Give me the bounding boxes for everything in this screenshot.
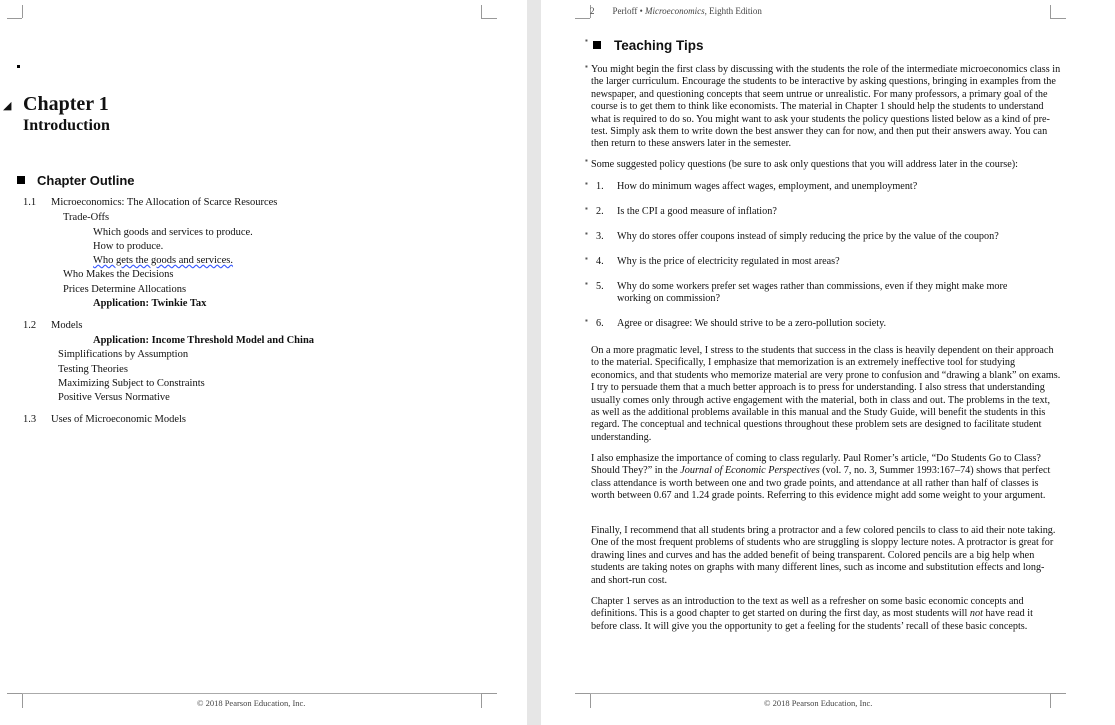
outline-item: Uses of Microeconomic Models bbox=[51, 414, 187, 425]
heading-bullet-icon bbox=[17, 176, 25, 184]
question-text: Why do stores offer coupons instead of simply reducing the price by the value of the coupon? bbox=[617, 231, 999, 242]
page-number: 2 bbox=[590, 6, 595, 16]
heading-bullet-icon bbox=[593, 41, 601, 49]
teaching-tips-heading-row bbox=[585, 38, 704, 53]
question-text: Why do some workers prefer set wages rather than commissions, even if they might make more working on commission? bbox=[617, 281, 1008, 305]
journal-title: Journal of Economic Perspectives bbox=[680, 465, 820, 477]
outline-heading: Chapter Outline bbox=[37, 173, 135, 188]
question-number: 3. bbox=[596, 231, 604, 242]
header-edition: Eighth Edition bbox=[709, 6, 762, 16]
paragraph-mark: ▪ bbox=[585, 179, 588, 188]
footer-rule bbox=[590, 693, 1050, 694]
footer-rule bbox=[22, 693, 481, 694]
question-text: How do minimum wages affect wages, employment, and unemployment? bbox=[617, 181, 918, 192]
outline-item: Which goods and services to produce. bbox=[93, 227, 253, 238]
final-text: have read it before class. It will give you the opportunity to get a feeling for the students’ recall of these basic concepts. bbox=[591, 608, 1033, 632]
outline-item: Trade-Offs bbox=[63, 212, 110, 223]
crop-mark bbox=[1050, 693, 1051, 708]
crop-mark bbox=[481, 693, 482, 708]
protractor-paragraph: Finally, I recommend that all students bring a protractor and a few colored pencils to class to aid their note taking. One of the most frequent problems of students who are struggling is sloppy lecture notes. A protractor is great for drawing lines and curves and has the added benefit of being transparent. Colored pencils are a big help when students are taking notes on graphs with many different lines, such as income and substitution effects and long- and short-run cost. bbox=[591, 525, 1056, 586]
paragraph-mark bbox=[17, 65, 20, 68]
question-number: 5. bbox=[596, 281, 604, 292]
crop-mark bbox=[481, 18, 497, 19]
paragraph-mark: ▪ bbox=[585, 229, 588, 238]
outline-item: Maximizing Subject to Constraints bbox=[58, 378, 205, 389]
outline-item: Models bbox=[51, 320, 83, 331]
footer-copyright: © 2018 Pearson Education, Inc. bbox=[764, 698, 873, 708]
paragraph-mark: ▪ bbox=[585, 156, 588, 165]
emphasis-not: not bbox=[969, 608, 983, 620]
questions-intro: Some suggested policy questions (be sure to ask only questions that you will address later in the course): bbox=[591, 159, 1018, 170]
question-number: 4. bbox=[596, 256, 604, 267]
paragraph-mark: ▪ bbox=[585, 279, 588, 288]
crop-mark bbox=[481, 693, 497, 694]
header-book: Microeconomics, bbox=[644, 6, 707, 16]
crop-mark bbox=[575, 18, 590, 19]
final-paragraph bbox=[591, 596, 1061, 633]
crop-mark bbox=[1050, 18, 1066, 19]
crop-mark bbox=[590, 693, 591, 708]
chapter-label: Chapter 1 bbox=[23, 93, 109, 115]
paragraph-mark: ▪ bbox=[585, 36, 588, 45]
outline-item: Who gets the goods and services. bbox=[93, 255, 233, 266]
outline-item: Microeconomics: The Allocation of Scarce Resources bbox=[51, 197, 278, 208]
outline-item: How to produce. bbox=[93, 241, 164, 252]
header-author: Perloff • bbox=[612, 6, 643, 16]
outline-item-application: Application: Twinkie Tax bbox=[93, 298, 207, 309]
outline-num: 1.1 bbox=[23, 197, 37, 208]
final-text: Chapter 1 serves as an introduction to the text as well as a refresher on some basic economic concepts and definitions. This is a good chapter to get started on during the first day, as most students will bbox=[591, 596, 1024, 620]
outline-item: Positive Versus Normative bbox=[58, 392, 170, 403]
paragraph-mark: ▪ bbox=[585, 316, 588, 325]
crop-mark bbox=[22, 5, 23, 18]
paragraph-mark: ▪ bbox=[585, 254, 588, 263]
attendance-paragraph bbox=[591, 453, 1061, 503]
outline-item: Prices Determine Allocations bbox=[63, 284, 187, 295]
outline-num: 1.2 bbox=[23, 320, 37, 331]
collapse-arrow-icon[interactable]: ◢ bbox=[3, 100, 12, 112]
attendance-text: I also emphasize the importance of coming to class regularly. Paul Romer’s article, “Do Students Go to Class? Should They?” in the bbox=[591, 453, 1041, 477]
paragraph-mark: ▪ bbox=[585, 62, 588, 71]
outline-heading-row bbox=[17, 173, 135, 188]
question-number: 1. bbox=[596, 181, 604, 192]
pragmatic-paragraph: On a more pragmatic level, I stress to the students that success in the class is heavily dependent on their approach to the material. Specifically, I emphasize that memorization is an extremely ineffective tool for studying economics, and that students who memorize material are very prone to confusion and “drawing a blank” on exams. I try to persuade them that a much better approach is to press for understanding. I also stress that understanding usually comes only through active engagement with the material, both in class and out. The problems in the text, as well as the additional problems available in this manual and the Study Guide, will benefit the students in this regard. The conceptual and technical questions throughout these problem sets are designed to facilitate student understanding. bbox=[591, 345, 1061, 443]
outline-num: 1.3 bbox=[23, 414, 37, 425]
footer-copyright: © 2018 Pearson Education, Inc. bbox=[197, 698, 306, 708]
crop-mark bbox=[481, 5, 482, 18]
outline-item: Who Makes the Decisions bbox=[63, 269, 174, 280]
question-text: Why is the price of electricity regulated in most areas? bbox=[617, 256, 840, 267]
crop-mark bbox=[1050, 693, 1066, 694]
question-number: 6. bbox=[596, 318, 604, 329]
document-page-right bbox=[541, 0, 1115, 725]
outline-item: Testing Theories bbox=[58, 364, 128, 375]
running-header bbox=[590, 6, 762, 16]
intro-paragraph: You might begin the first class by discussing with the students the role of the intermediate microeconomics class in the larger curriculum. Encourage the students to be interactive by asking questions, bringing in examples from the newspaper, and questioning concepts that seem untrue or unrealistic. For many professors, a primary goal of the course is to get them to think like economists. The material in Chapter 1 should help the students to understand what is required to do so. You might want to ask your students the policy questions listed below as a kind of pre-test. Simply ask them to write down the best answer they can for now, and then put their answers away. You can then return to these answers later in the semester. bbox=[591, 64, 1061, 150]
question-text: Agree or disagree: We should strive to be a zero-pollution society. bbox=[617, 318, 887, 329]
document-page-left bbox=[0, 0, 527, 725]
crop-mark bbox=[575, 693, 590, 694]
paragraph-mark: ▪ bbox=[585, 204, 588, 213]
question-text: Is the CPI a good measure of inflation? bbox=[617, 206, 777, 217]
outline-item: Simplifications by Assumption bbox=[58, 349, 189, 360]
chapter-title: Introduction bbox=[23, 117, 110, 134]
attendance-text: (vol. 7, no. 3, Summer 1993:167–74) shows that perfect class attendance is worth between one and two grade points, and attendance at all rather than half of classes is worth between 0.67 and 1.24 grade points. Referring to this evidence might add some weight to your argument. bbox=[591, 465, 1051, 502]
crop-mark bbox=[22, 693, 23, 708]
crop-mark bbox=[1050, 5, 1051, 18]
teaching-tips-heading: Teaching Tips bbox=[614, 38, 704, 53]
outline-item-application: Application: Income Threshold Model and China bbox=[93, 335, 315, 346]
question-number: 2. bbox=[596, 206, 604, 217]
crop-mark bbox=[7, 693, 22, 694]
crop-mark bbox=[7, 18, 22, 19]
